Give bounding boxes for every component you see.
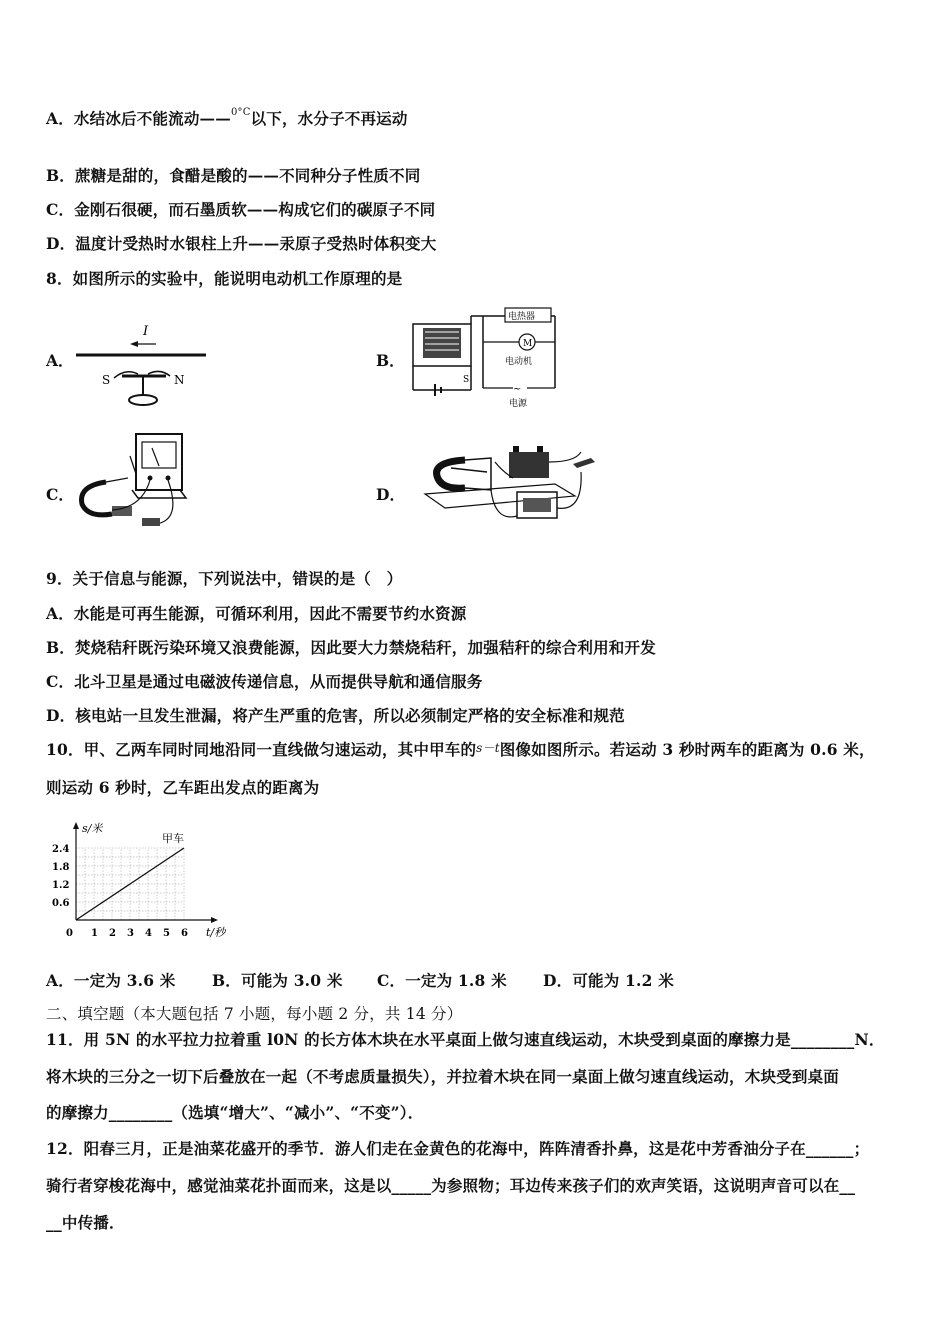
x-tick-label: 6	[181, 928, 188, 939]
q8-figure-b	[405, 302, 565, 410]
y-tick-label: 2.4	[52, 844, 70, 855]
q9-option-c: C．北斗卫星是通过电磁波传递信息，从而提供导航和通信服务	[46, 672, 483, 691]
x-axis-label: t/秒	[206, 926, 226, 939]
q8-stem: 8．如图所示的实验中，能说明电动机工作原理的是	[46, 269, 403, 288]
y-tick-label: 1.2	[52, 880, 70, 891]
y-axis-arrow	[73, 822, 79, 829]
q10-stem-pre: 10．甲、乙两车同时同地沿同一直线做匀速运动，其中甲车的	[46, 740, 477, 759]
q9-option-b: B．焚烧秸秆既污染环境又浪费能源，因此要大力禁烧秸秆，加强秸秆的综合利用和开发	[46, 638, 656, 657]
q11-line2: 将木块的三分之一切下后叠放在一起（不考虑质量损失），并拉着木块在同一桌面上做匀速直线运动，木块受到桌面	[46, 1067, 839, 1086]
q10-option-d: D．可能为 1.2 米	[543, 971, 674, 990]
section2-heading: 二、填空题（本大题包括 7 小题，每小题 2 分，共 14 分）	[46, 1005, 463, 1023]
q10-stem-line2: 则运动 6 秒时，乙车距出发点的距离为	[46, 778, 320, 797]
q10-stem-post: 图像如图所示。若运动 3 秒时两车的距离为 0.6 米，	[499, 740, 875, 759]
q7-option-a-text-pre: A．水结冰后不能流动——	[46, 109, 231, 128]
q8-label-d: D．	[376, 485, 405, 504]
q8-fig-b-motor-symbol: M	[523, 339, 533, 349]
series-label-jia: 甲车	[162, 832, 184, 845]
x-tick-label: 1	[91, 928, 98, 939]
q10-stem-line1	[46, 738, 875, 760]
q10-option-c: C．一定为 1.8 米	[377, 971, 507, 990]
q11-line1: 11．用 5N 的水平拉力拉着重 l0N 的长方体木块在水平桌面上做匀速直线运动，木块受到桌面的摩擦力是________N．	[46, 1030, 885, 1049]
q8-label-c: C．	[46, 485, 74, 504]
q10-option-b: B．可能为 3.0 米	[212, 971, 343, 990]
q8-fig-b-s-label: S	[463, 375, 470, 385]
x-tick-label: 2	[109, 928, 116, 939]
q10-st-chart	[50, 812, 240, 952]
q12-line3: __中传播．	[46, 1213, 125, 1232]
q10-stem-st: s－t	[476, 741, 500, 755]
x-axis-arrow	[211, 917, 218, 923]
q8-fig-a-south: S	[102, 373, 111, 387]
q8-figure-c	[72, 428, 192, 533]
q8-fig-a-current-label: I	[143, 324, 149, 339]
q12-line2: 骑行者穿梭花海中，感觉油菜花扑面而来，这是以_____为参照物；耳边传来孩子们的欢声笑语，这说明声音可以在__	[46, 1176, 856, 1195]
q7-option-a-temp: 0°C	[230, 107, 251, 118]
x-tick-label: 4	[145, 928, 152, 939]
q9-stem: 9．关于信息与能源，下列说法中，错误的是（ ）	[46, 569, 403, 588]
q7-option-b: B．蔗糖是甜的，食醋是酸的——不同种分子性质不同	[46, 166, 421, 185]
q9-option-a: A．水能是可再生能源，可循环利用，因此不需要节约水资源	[46, 604, 467, 623]
q8-fig-a-north: N	[174, 373, 185, 387]
y-tick-label: 1.8	[52, 862, 70, 873]
q7-option-d: D．温度计受热时水银柱上升——汞原子受热时体积变大	[46, 234, 437, 253]
q8-figure-d	[405, 432, 605, 532]
q11-line3: 的摩擦力________（选填“增大”、“减小”、“不变”）．	[46, 1103, 424, 1122]
q8-label-a: A．	[46, 351, 74, 370]
x-tick-label: 3	[127, 928, 134, 939]
q12-line1: 12．阳春三月，正是油菜花盛开的季节．游人们走在金黄色的花海中，阵阵清香扑鼻，这是花中芳香油分子在______；	[46, 1139, 870, 1158]
svg-text:~: ~	[513, 384, 522, 395]
q10-option-a: A．一定为 3.6 米	[46, 971, 176, 990]
q7-option-a	[46, 107, 408, 129]
x-tick-label: 0	[66, 928, 73, 939]
y-axis-label: s/米	[82, 822, 103, 835]
q8-fig-b-heater: 电热器	[508, 312, 536, 322]
q8-label-b: B．	[376, 351, 405, 370]
y-tick-label: 0.6	[52, 898, 70, 909]
q7-option-c: C．金刚石很硬，而石墨质软——构成它们的碳原子不同	[46, 200, 436, 219]
q9-option-d: D．核电站一旦发生泄漏，将产生严重的危害，所以必须制定严格的安全标准和规范	[46, 706, 625, 725]
q8-fig-b-motor: 电动机	[505, 357, 533, 367]
q8-figure-a	[72, 318, 212, 410]
q7-option-a-text-post: 以下，水分子不再运动	[250, 109, 408, 128]
x-tick-label: 5	[163, 928, 170, 939]
q8-fig-b-source: 电源	[509, 399, 528, 409]
